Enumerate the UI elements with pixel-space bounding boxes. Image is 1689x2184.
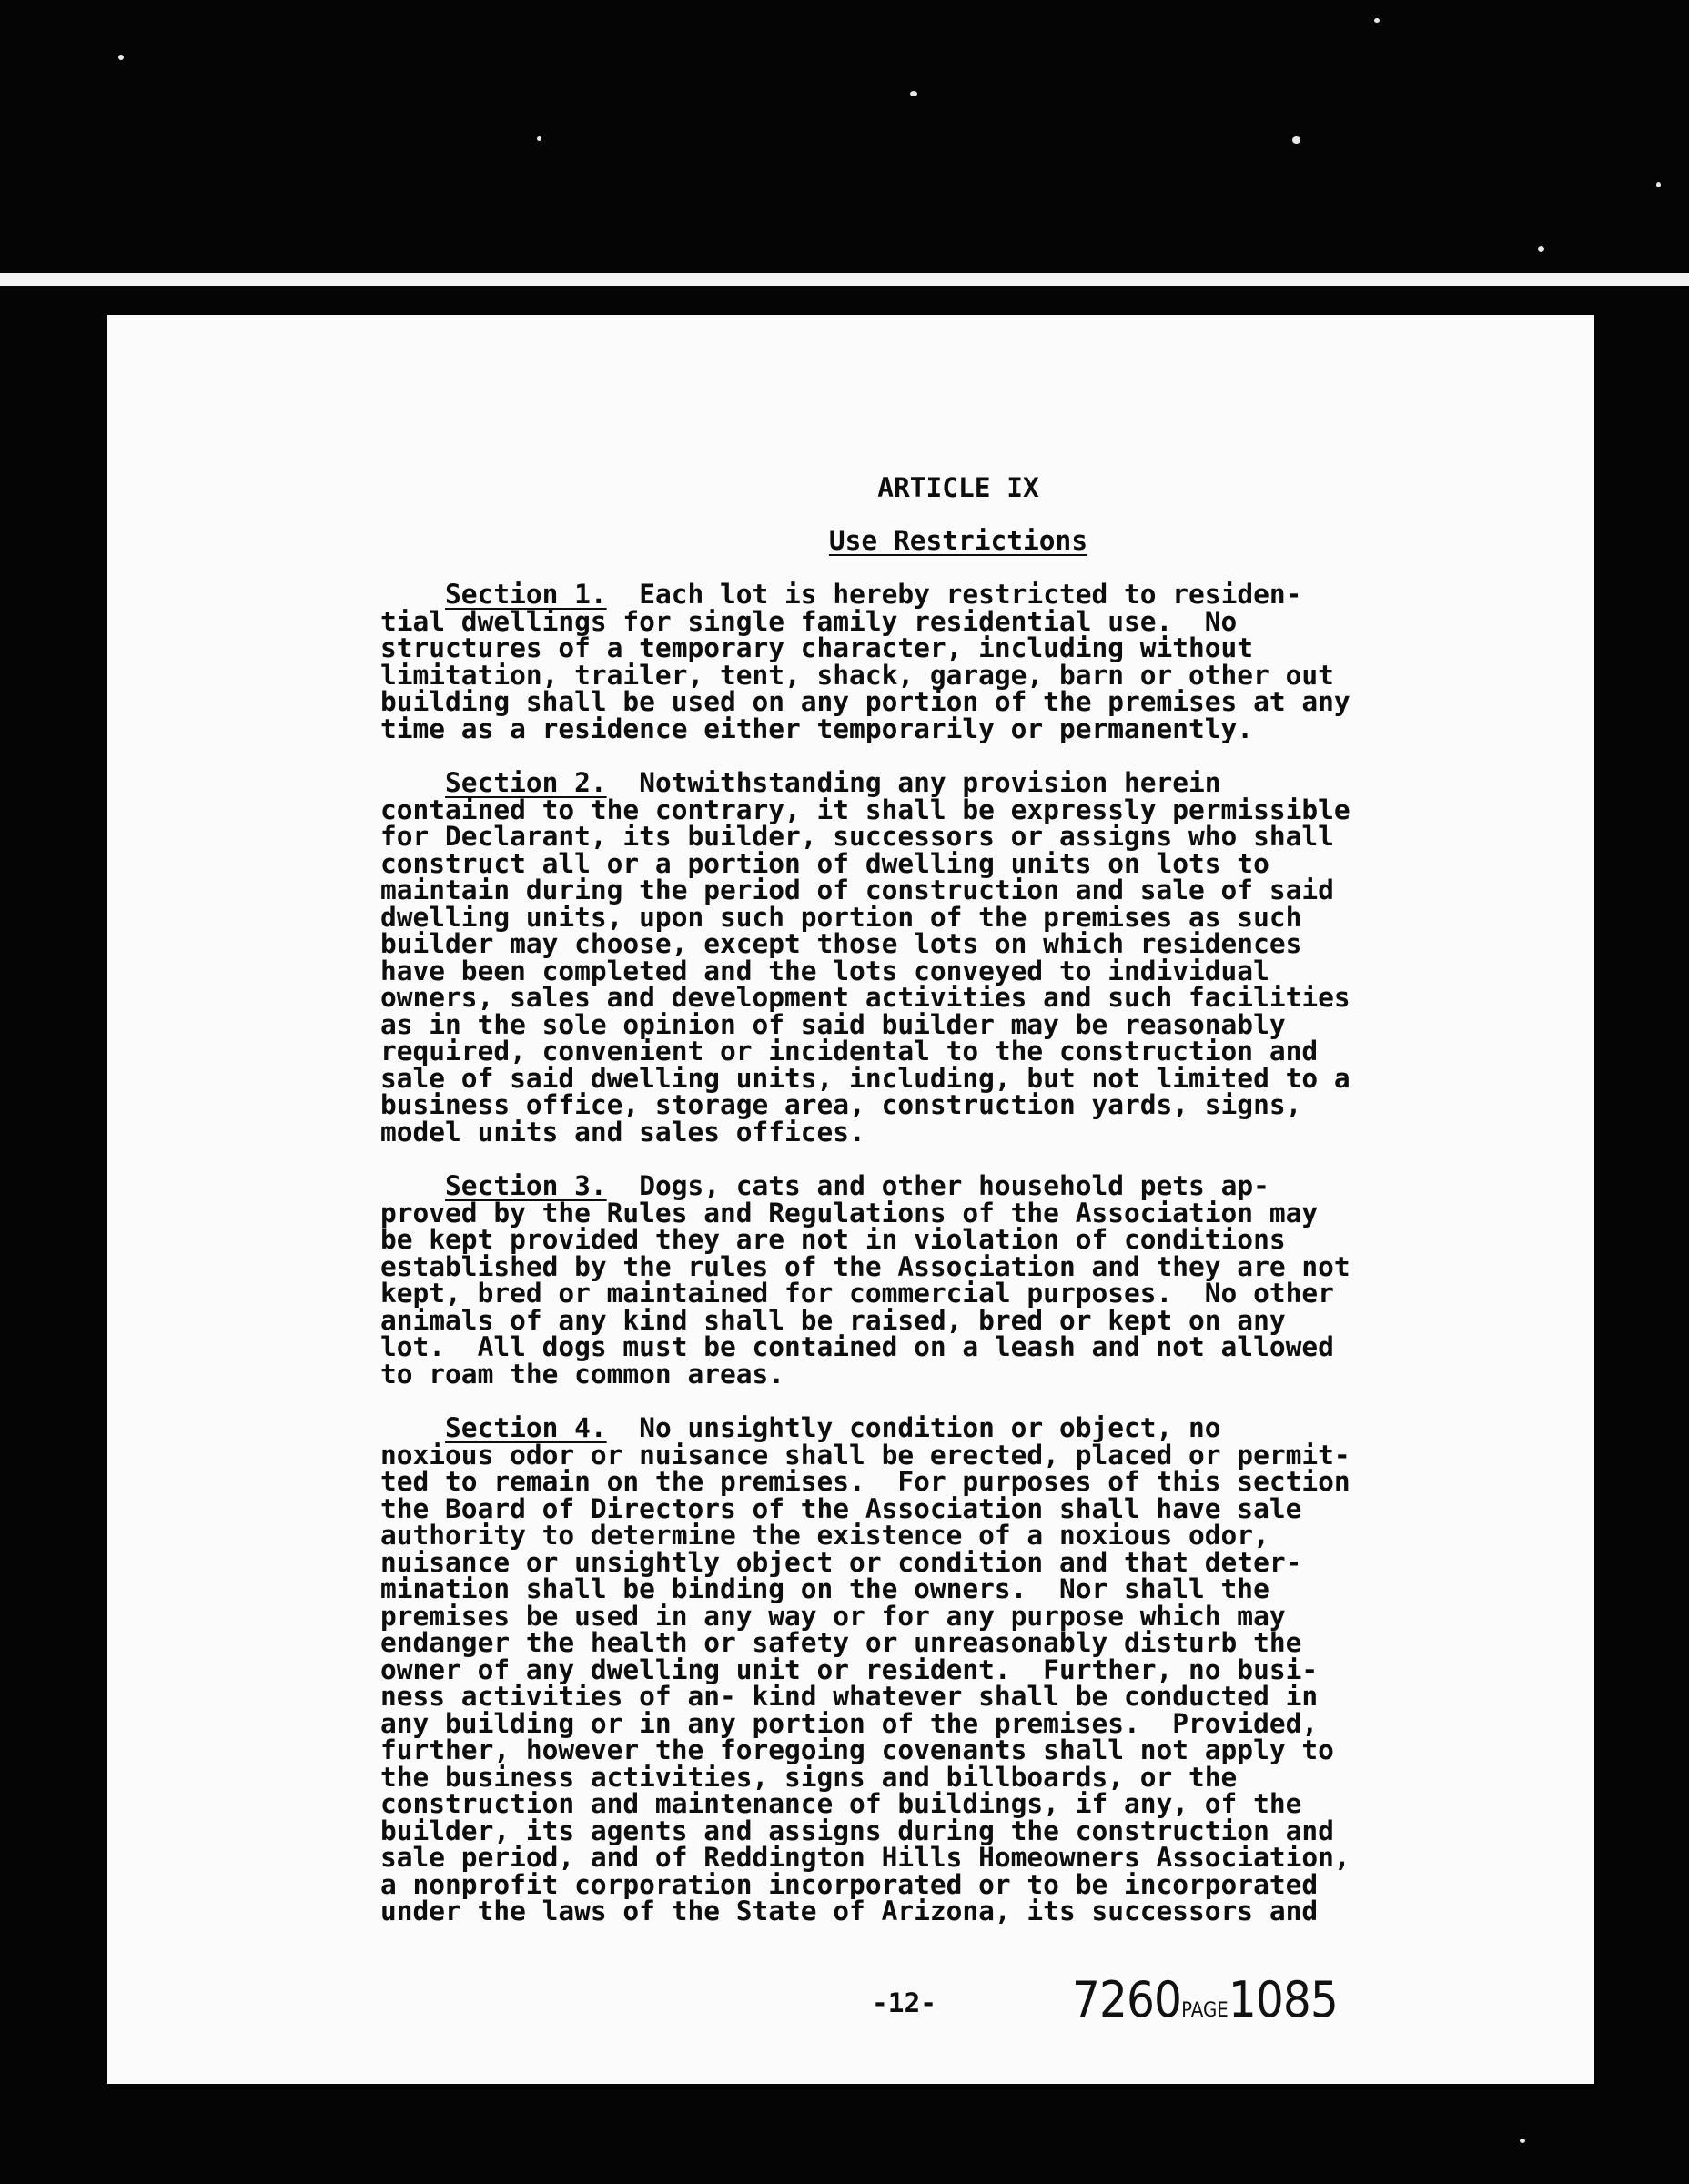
recording-stamp (1072, 1971, 1338, 2028)
paragraph-line: ted to remain on the premises. For purposes of this section (380, 1466, 1350, 1497)
paragraph-line: nuisance or unsightly object or condition and that deter- (380, 1546, 1302, 1578)
paragraph-line: required, convenient or incidental to the construction and (380, 1036, 1319, 1067)
paragraph-line: lot. All dogs must be contained on a leash and not allowed (380, 1331, 1334, 1362)
paragraph-line: as in the sole opinion of said builder may be reasonably (380, 1008, 1286, 1040)
section-label: Section 1. (445, 579, 607, 610)
paragraph-line: owners, sales and development activities and such facilities (380, 982, 1350, 1013)
section-4 (380, 1412, 1545, 1926)
paragraph-line: endanger the health or safety or unreasonably disturb the (380, 1627, 1302, 1658)
section-3 (380, 1170, 1545, 1390)
scan-speck (1656, 182, 1661, 187)
document-page (107, 315, 1594, 2084)
paragraph-line: dwelling units, upon such portion of the premises as such (380, 901, 1302, 933)
section-label: Section 3. (445, 1170, 607, 1201)
paragraph-line: further, however the foregoing covenants shall not apply to (380, 1734, 1334, 1765)
paragraph-line: time as a residence either temporarily or permanently. (380, 713, 1254, 744)
paragraph-line: sale period, and of Reddington Hills Homeowners Association, (380, 1842, 1350, 1873)
scanner-edge-band (0, 273, 1689, 286)
scan-speck (1292, 136, 1300, 144)
paragraph-line: model units and sales offices. (380, 1116, 865, 1148)
paragraph-first-line: Section 1. Each lot is hereby restricted to residen- (445, 579, 1302, 610)
paragraph-line: maintain during the period of construction and sale of said (380, 875, 1334, 905)
article-title: Use Restrictions (828, 524, 1088, 556)
paragraph-line: tial dwellings for single family residential use. No (380, 605, 1238, 637)
book-page-number: 1085 (1228, 1971, 1338, 2028)
paragraph-line: structures of a temporary character, including without (380, 632, 1254, 663)
paragraph-line: under the laws of the State of Arizona, its successors and (380, 1896, 1319, 1926)
document-body (380, 472, 1545, 1926)
paragraph-line: mination shall be binding on the owners. Nor shall the (380, 1573, 1269, 1604)
paragraph-line: ness activities of an- kind whatever shall be conducted in (380, 1681, 1319, 1712)
paragraph-line: for Declarant, its builder, successors or assigns who shall (380, 821, 1334, 852)
paragraph-line: any building or in any portion of the premises. Provided, (380, 1707, 1319, 1739)
article-heading: ARTICLE IX (877, 472, 1039, 503)
paragraph-line: kept, bred or maintained for commercial purposes. No other (380, 1278, 1334, 1309)
paragraph-line: construction and maintenance of buildings, if any, of the (380, 1788, 1302, 1819)
paragraph-line: contained to the contrary, it shall be expressly permissible (380, 794, 1350, 825)
paragraph-first-line: Section 3. Dogs, cats and other household pets ap- (445, 1170, 1269, 1201)
paragraph-line: proved by the Rules and Regulations of the Association may (380, 1197, 1319, 1228)
paragraph-first-line: Section 4. No unsightly condition or object, no (445, 1412, 1221, 1443)
scan-speck (1374, 18, 1380, 23)
scan-speck (1538, 246, 1544, 252)
paragraph-line: construct all or a portion of dwelling units on lots to (380, 847, 1269, 879)
page-number: -12- (872, 1987, 937, 2018)
paragraph-line: established by the rules of the Association and they are not (380, 1250, 1350, 1282)
section-label: Section 2. (445, 767, 607, 798)
scan-speck (537, 136, 541, 141)
paragraph-line: building shall be used on any portion of the premises at any (380, 686, 1350, 717)
paragraph-line: be kept provided they are not in violation of conditions (380, 1224, 1286, 1255)
paragraph-line: the business activities, signs and billboards, or the (380, 1761, 1238, 1793)
scan-speck (910, 91, 917, 96)
paragraph-line: noxious odor or nuisance shall be erected, placed or permit- (380, 1439, 1350, 1471)
paragraph-line: limitation, trailer, tent, shack, garage, barn or other out (380, 659, 1334, 691)
section-1 (380, 581, 1545, 743)
paragraph-line: business office, storage area, construction yards, signs, (380, 1089, 1302, 1120)
paragraph-first-line: Section 2. Notwithstanding any provision herein (445, 767, 1221, 798)
paragraph-line: the Board of Directors of the Association shall have sale (380, 1492, 1302, 1524)
paragraph-line: have been completed and the lots conveyed to individual (380, 955, 1269, 986)
section-label: Section 4. (445, 1412, 607, 1443)
paragraph-line: a nonprofit corporation incorporated or to be incorporated (380, 1868, 1319, 1900)
paragraph-line: sale of said dwelling units, including, but not limited to a (380, 1062, 1350, 1094)
paragraph-line: builder, its agents and assigns during the construction and (380, 1815, 1334, 1846)
scan-speck (118, 55, 124, 60)
paragraph-line: premises be used in any way or for any purpose which may (380, 1600, 1286, 1632)
section-2 (380, 767, 1545, 1148)
paragraph-line: animals of any kind shall be raised, bred or kept on any (380, 1304, 1286, 1336)
paragraph-line: owner of any dwelling unit or resident. Further, no busi- (380, 1653, 1319, 1685)
paragraph-line: to roam the common areas. (380, 1358, 785, 1390)
scan-speck (1520, 2138, 1525, 2143)
paragraph-line: authority to determine the existence of a noxious odor, (380, 1520, 1269, 1551)
paragraph-line: builder may choose, except those lots on which residences (380, 928, 1302, 959)
page-label: PAGE (1181, 1999, 1229, 2022)
book-number: 7260 (1072, 1971, 1182, 2028)
